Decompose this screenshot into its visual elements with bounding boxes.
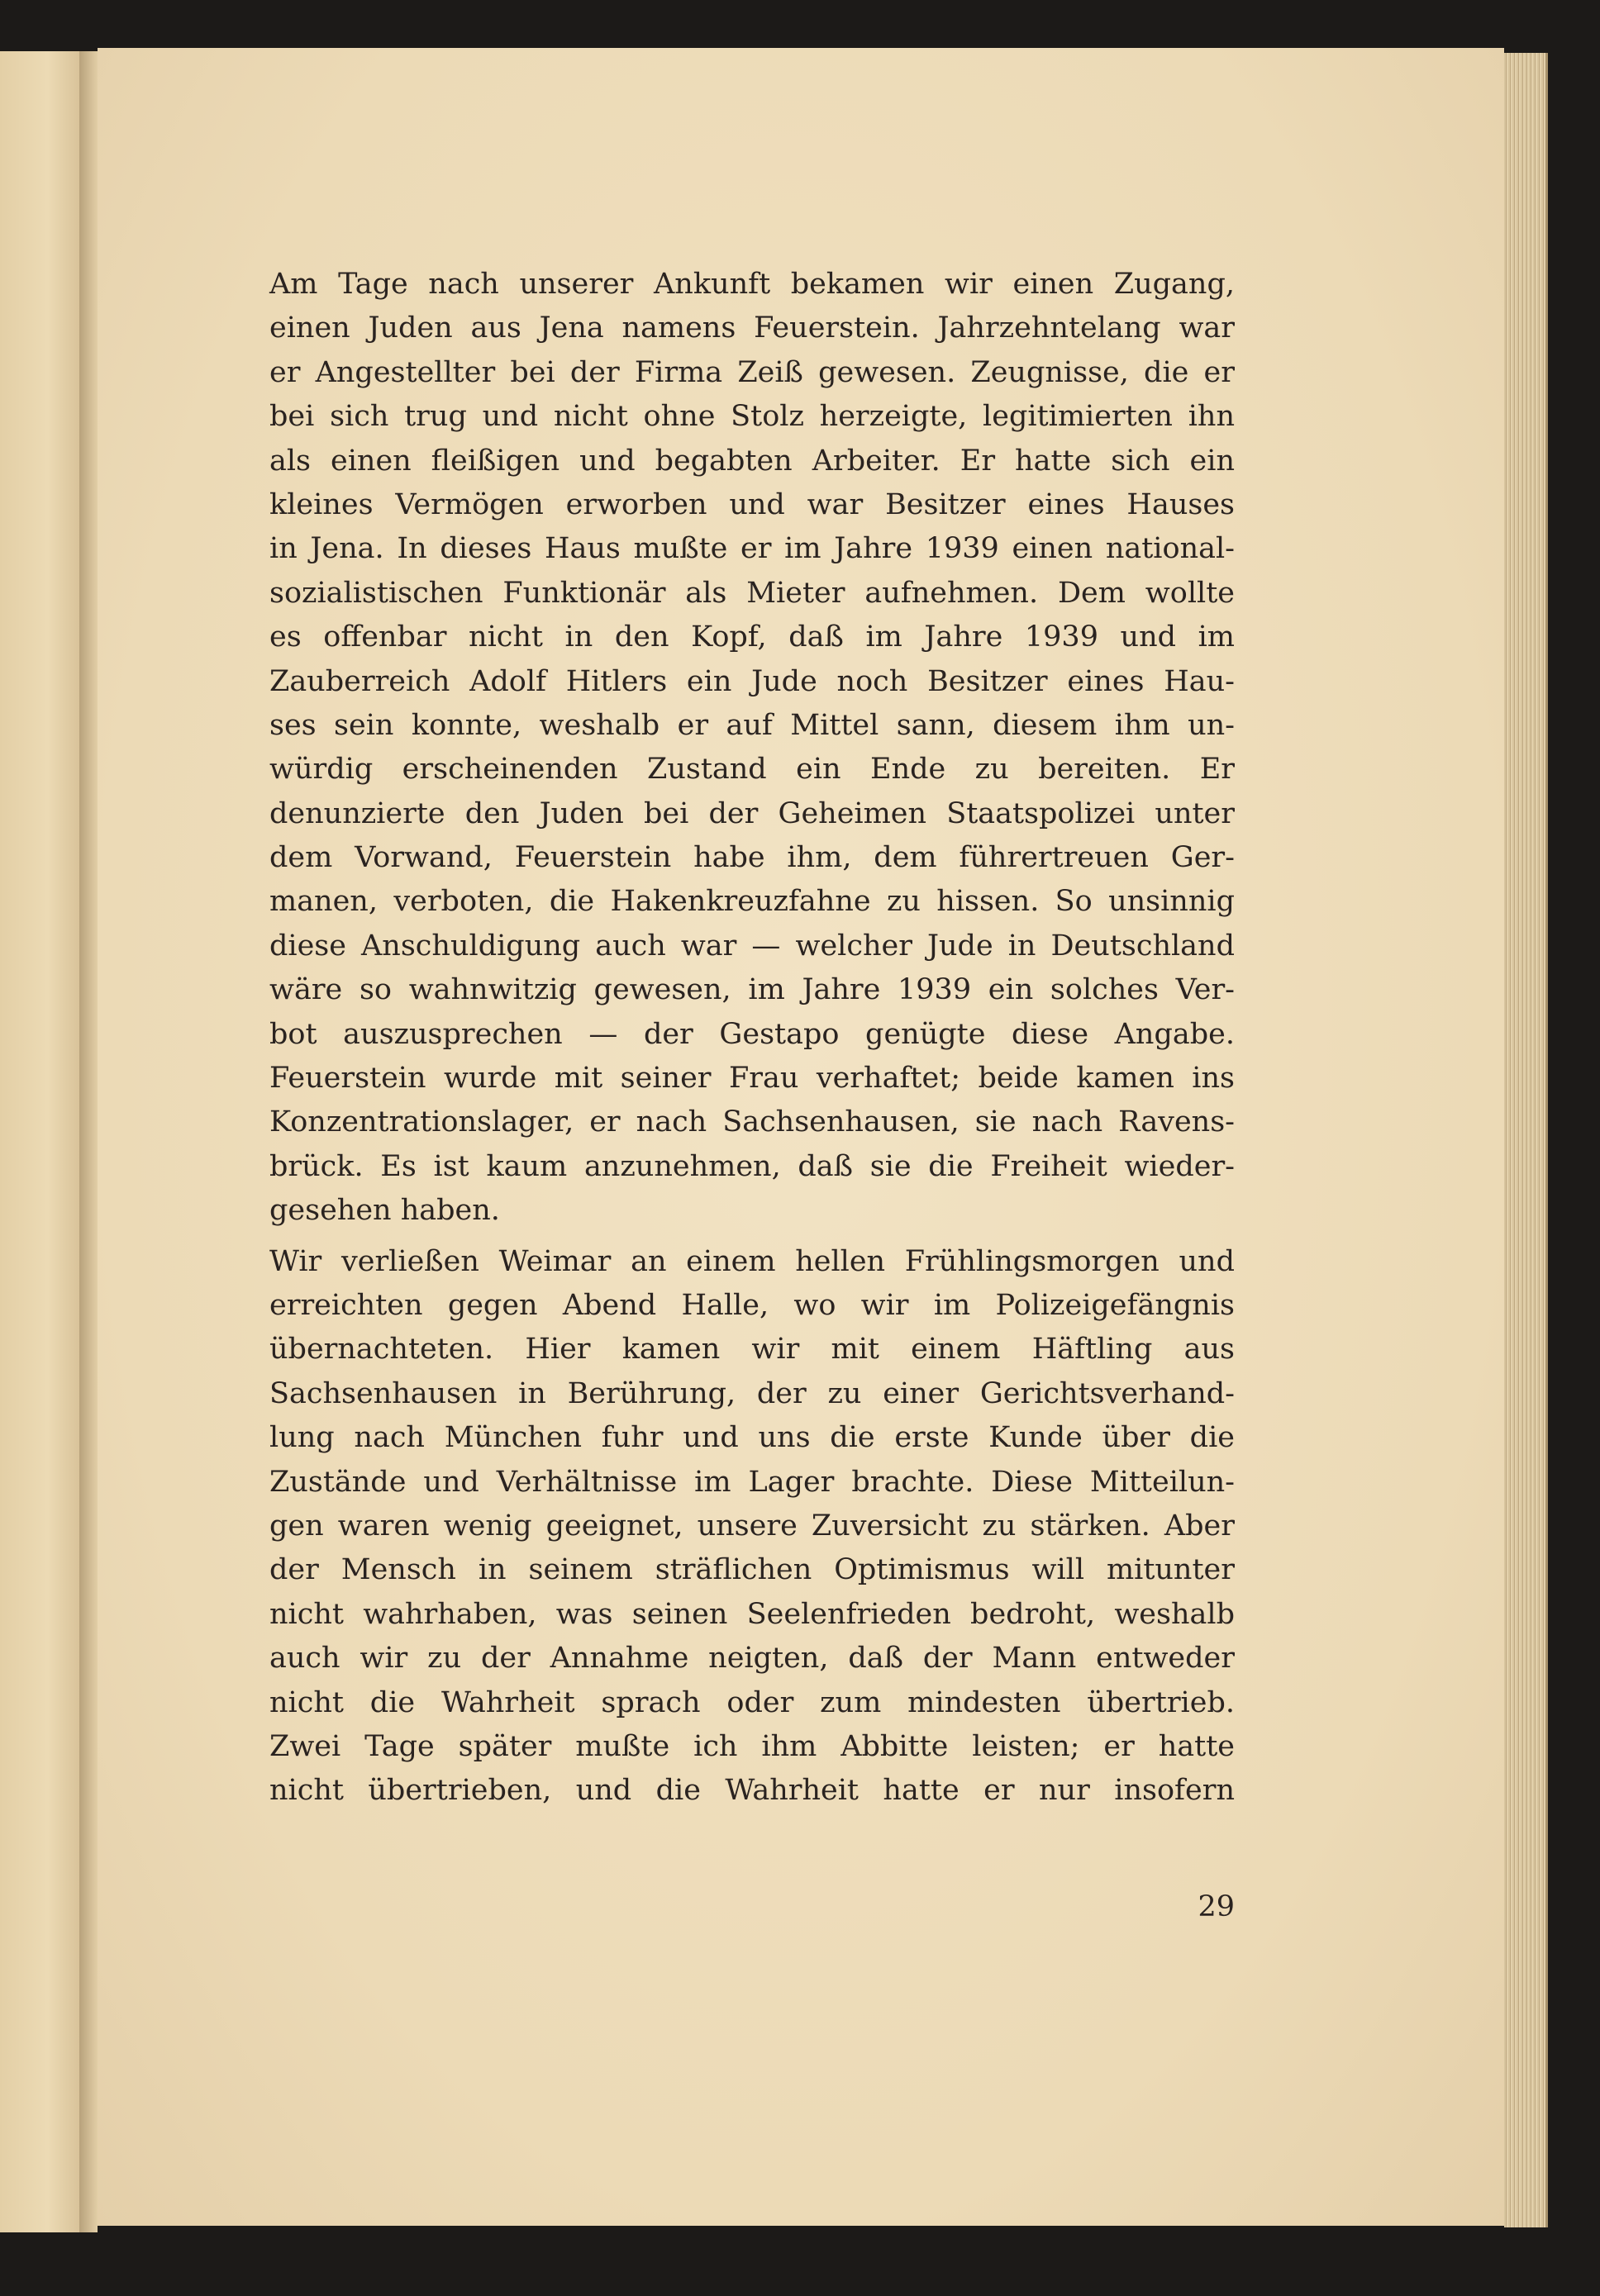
- text-line: in Jena. In dieses Haus mußte er im Jahre 1939 einen national-: [269, 532, 1235, 566]
- page-number: 29: [1198, 1890, 1235, 1923]
- text-line: nicht die Wahrheit sprach oder zum mindesten übertrieb.: [269, 1685, 1235, 1719]
- text-line: gesehen haben.: [269, 1194, 500, 1228]
- text-line: dem Vorwand, Feuerstein habe ihm, dem führertreuen Ger-: [269, 841, 1235, 875]
- text-line: Am Tage nach unserer Ankunft bekamen wir einen Zugang,: [269, 268, 1235, 301]
- paragraph-2: [269, 1240, 1235, 1814]
- text-line: kleines Vermögen erworben und war Besitzer eines Hauses: [269, 487, 1235, 521]
- text-line: bei sich trug und nicht ohne Stolz herzeigte, legitimierten ihn: [269, 400, 1235, 434]
- text-line: Wir verließen Weimar an einem hellen Frühlingsmorgen und: [269, 1244, 1235, 1278]
- text-line: Sachsenhausen in Berührung, der zu einer Gerichtsverhand-: [269, 1376, 1235, 1410]
- text-line: Konzentrationslager, er nach Sachsenhausen, sie nach Ravens-: [269, 1105, 1235, 1139]
- book-gutter: [79, 51, 98, 2232]
- text-line: nicht übertrieben, und die Wahrheit hatte er nur insofern: [269, 1774, 1235, 1808]
- text-line: Zustände und Verhältnisse im Lager brachte. Diese Mitteilun-: [269, 1465, 1235, 1499]
- text-line: erreichten gegen Abend Halle, wo wir im Polizeigefängnis: [269, 1288, 1235, 1322]
- text-line: diese Anschuldigung auch war — welcher Jude in Deutschland: [269, 929, 1235, 963]
- text-line: brück. Es ist kaum anzunehmen, daß sie die Freiheit wieder-: [269, 1149, 1235, 1183]
- text-line: gen waren wenig geeignet, unsere Zuversicht zu stärken. Aber: [269, 1509, 1235, 1543]
- text-line: Feuerstein wurde mit seiner Frau verhaftet; beide kamen ins: [269, 1062, 1235, 1096]
- text-line: der Mensch in seinem sträflichen Optimismus will mitunter: [269, 1553, 1235, 1587]
- body-text: [269, 263, 1235, 1814]
- text-line: übernachteten. Hier kamen wir mit einem Häftling aus: [269, 1333, 1235, 1367]
- text-line: sozialistischen Funktionär als Mieter aufnehmen. Dem wollte: [269, 576, 1235, 610]
- text-line: manen, verboten, die Hakenkreuzfahne zu hissen. So unsinnig: [269, 885, 1235, 919]
- text-line: nicht wahrhaben, was seinen Seelenfrieden bedroht, weshalb: [269, 1597, 1235, 1631]
- text-line: als einen fleißigen und begabten Arbeiter. Er hatte sich ein: [269, 444, 1235, 478]
- text-line: lung nach München fuhr und uns die erste Kunde über die: [269, 1421, 1235, 1455]
- text-line: würdig erscheinenden Zustand ein Ende zu bereiten. Er: [269, 753, 1235, 787]
- page-block-edges: [1504, 53, 1548, 2227]
- text-line: auch wir zu der Annahme neigten, daß der Mann entweder: [269, 1642, 1235, 1676]
- text-line: bot auszusprechen — der Gestapo genügte diese Angabe.: [269, 1017, 1235, 1051]
- previous-page-edge: [0, 51, 81, 2232]
- text-line: ses sein konnte, weshalb er auf Mittel sann, diesem ihm un-: [269, 708, 1235, 742]
- text-line: Zauberreich Adolf Hitlers ein Jude noch Besitzer eines Hau-: [269, 664, 1235, 698]
- text-line: es offenbar nicht in den Kopf, daß im Jahre 1939 und im: [269, 620, 1235, 654]
- text-line: denunzierte den Juden bei der Geheimen Staatspolizei unter: [269, 796, 1235, 830]
- text-line: er Angestellter bei der Firma Zeiß gewesen. Zeugnisse, die er: [269, 355, 1235, 389]
- paragraph-1: [269, 263, 1235, 1234]
- text-line: wäre so wahnwitzig gewesen, im Jahre 1939 ein solches Ver-: [269, 973, 1235, 1007]
- text-line: einen Juden aus Jena namens Feuerstein. Jahrzehntelang war: [269, 311, 1235, 345]
- text-line: Zwei Tage später mußte ich ihm Abbitte leisten; er hatte: [269, 1729, 1235, 1763]
